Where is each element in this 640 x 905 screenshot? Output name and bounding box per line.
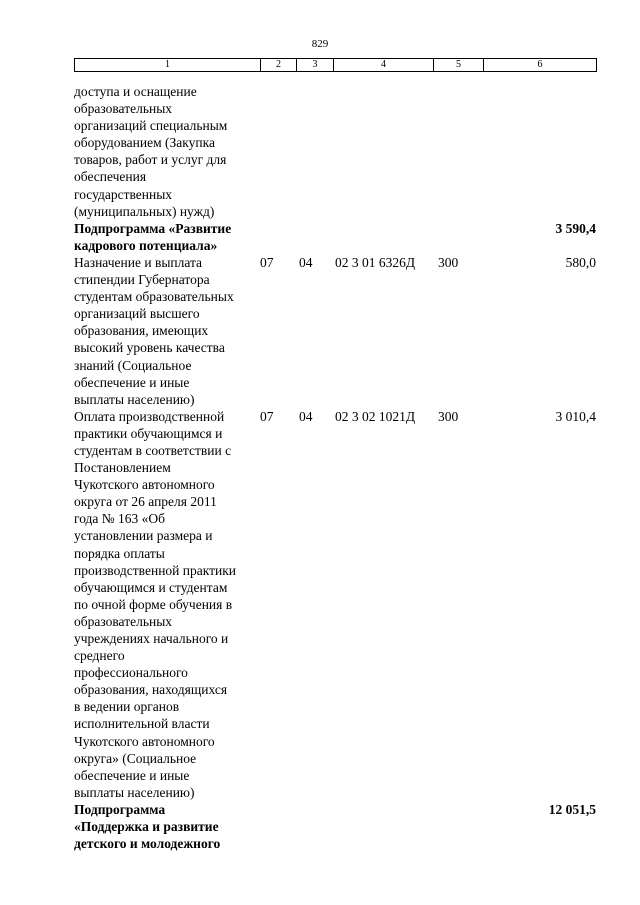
row-amount: 3 590,4 <box>555 220 596 236</box>
column-header-1: 1 <box>75 59 261 72</box>
row-expense-type: 300 <box>438 254 459 270</box>
column-header-4: 4 <box>334 59 434 72</box>
row-description: Подпрограмма «Поддержка и развитие детского и молодежного <box>74 801 221 852</box>
row-description: Подпрограмма «Развитие кадрового потенциала» <box>74 220 232 253</box>
table-row <box>74 254 596 408</box>
page-number: 829 <box>311 38 329 50</box>
subprogram-row <box>74 801 596 852</box>
column-header-5: 5 <box>434 59 484 72</box>
table-row <box>74 83 596 220</box>
table-row <box>74 408 596 801</box>
subprogram-row <box>74 220 596 254</box>
column-header-3: 3 <box>297 59 334 72</box>
row-amount: 12 051,5 <box>548 801 596 817</box>
row-amount: 580,0 <box>565 254 596 270</box>
column-header-2: 2 <box>261 59 297 72</box>
row-description: Назначение и выплата стипендии Губернатора студентам образовательных организаций высшего образования, имеющих высокий уровень качества знаний (Социальное обеспечение и иные выплаты населению) <box>74 254 234 407</box>
row-target-code: 02 3 02 1021Д <box>335 408 416 424</box>
row-amount: 3 010,4 <box>555 408 596 424</box>
row-subsection: 04 <box>299 254 313 270</box>
row-subsection: 04 <box>299 408 313 424</box>
row-expense-type: 300 <box>438 408 459 424</box>
row-target-code: 02 3 01 6326Д <box>335 254 416 270</box>
row-section: 07 <box>260 408 274 424</box>
column-header-table <box>74 58 597 72</box>
row-section: 07 <box>260 254 274 270</box>
row-description: доступа и оснащение образовательных организаций специальным оборудованием (Закупка товаров, работ и услуг для обеспечения государственных (муниципальных) нужд) <box>74 84 228 219</box>
column-header-6: 6 <box>484 59 597 72</box>
row-description: Оплата производственной практики обучающимся и студентам в соответствии с Постановлением Чукотского автономного округа от 26 апреля 2011 года № 163 «Об установлении размера и порядка оплаты производственной практики обучающимся и студентам по очной форме обучения в образовательных учреждениях начального и среднего профессионального образования, находящихся в ведении органов исполнительной власти Чукотского автономного округа» (Социальное обеспечение и иные выплаты населению) <box>74 408 237 800</box>
budget-table-body <box>74 83 596 852</box>
column-header-row <box>75 59 597 72</box>
